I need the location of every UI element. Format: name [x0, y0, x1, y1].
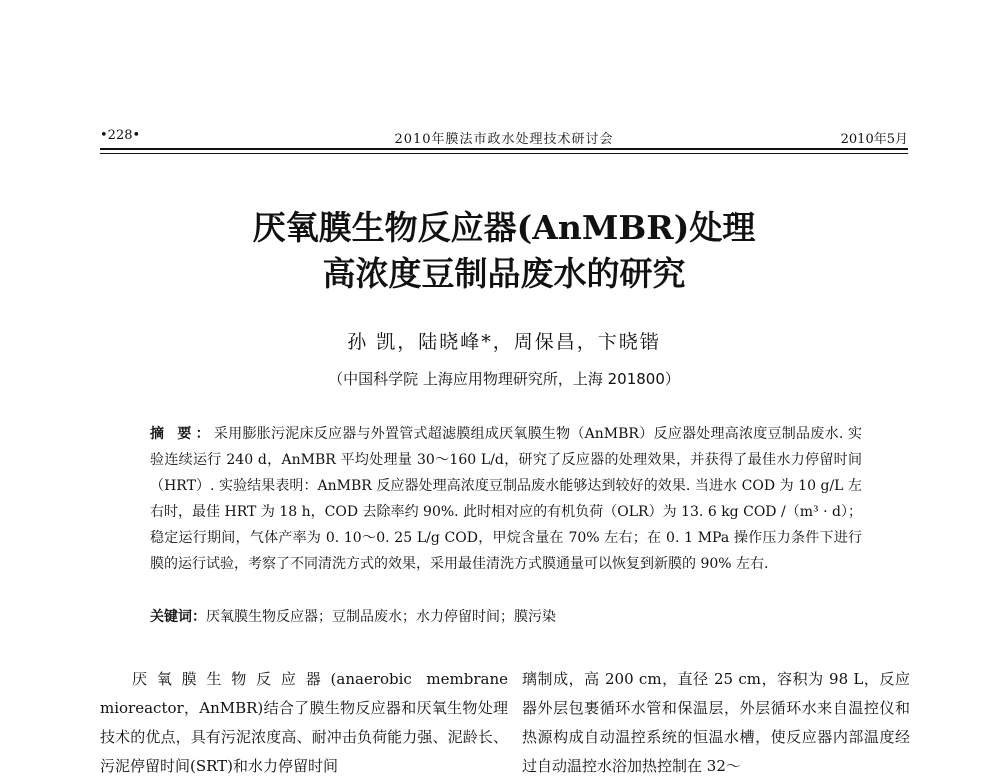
abstract-text: 采用膨胀污泥床反应器与外置管式超滤膜组成厌氧膜生物（AnMBR）反应器处理高浓度豆制品废水. 实验连续运行 240 d，AnMBR 平均处理量 30～160 L/d，研究了反应器的处理效果，并获得了最佳水力停留时间（HRT）. 实验结果表明：AnMBR 反应器处理高浓度豆制品废水能够达到较好的效果. 当进水 COD 为 10 g/L 左右时，最佳 HRT 为 18 h，COD 去除率约 90%. 此时相对应的有机负荷（OLR）为 13. 6 kg COD /（m³ · d）；稳定运行期间，气体产率为 0. 10～0. 25 L/g COD，甲烷含量在 70% 左右；在 0. 1 MPa 操作压力条件下进行膜的运行试验，考察了不同清洗方式的效果，采用最佳清洗方式膜通量可以恢复到新膜的 90% 左右. [150, 426, 862, 572]
publication-date: 2010年5月 [840, 132, 908, 147]
abstract-label: 摘 要： [150, 426, 214, 442]
keywords-text: 厌氧膜生物反应器；豆制品废水；水力停留时间；膜污染 [206, 609, 556, 625]
title-line-2: 高浓度豆制品废水的研究 [322, 254, 686, 293]
author-list: 孙 凯，陆晓峰*，周保昌，卞晓锴 [347, 331, 661, 353]
body-column-left: 厌氧膜生物反应器(anaerobic membrane mioreactor，AnMBR)结合了膜生物反应器和厌氧生物处理技术的优点，具有污泥浓度高、耐冲击负荷能力强、泥龄长、污泥停留时间(SRT)和水力停留时间 [100, 670, 508, 775]
conference-title: 2010年膜法市政水处理技术研讨会 [394, 132, 614, 147]
header-rule-thin [100, 153, 908, 154]
running-header [100, 125, 908, 147]
title-line-1: 厌氧膜生物反应器(AnMBR)处理 [252, 208, 756, 247]
keywords [150, 604, 862, 630]
paper-title [100, 205, 908, 297]
abstract [150, 421, 862, 577]
keywords-label: 关键词： [150, 609, 206, 625]
header-rule-thick [100, 148, 908, 150]
affiliation: （中国科学院 上海应用物理研究所，上海 201800） [328, 370, 680, 388]
page-number: •228• [100, 128, 141, 143]
body-column-right: 璃制成，高 200 cm，直径 25 cm，容积为 98 L，反应器外层包裹循环水管和保温层，外层循环水来自温控仪和热源构成自动温控系统的恒温水槽，使反应器内部温度经过自动温控水浴加热控制在 32～ [522, 670, 910, 775]
